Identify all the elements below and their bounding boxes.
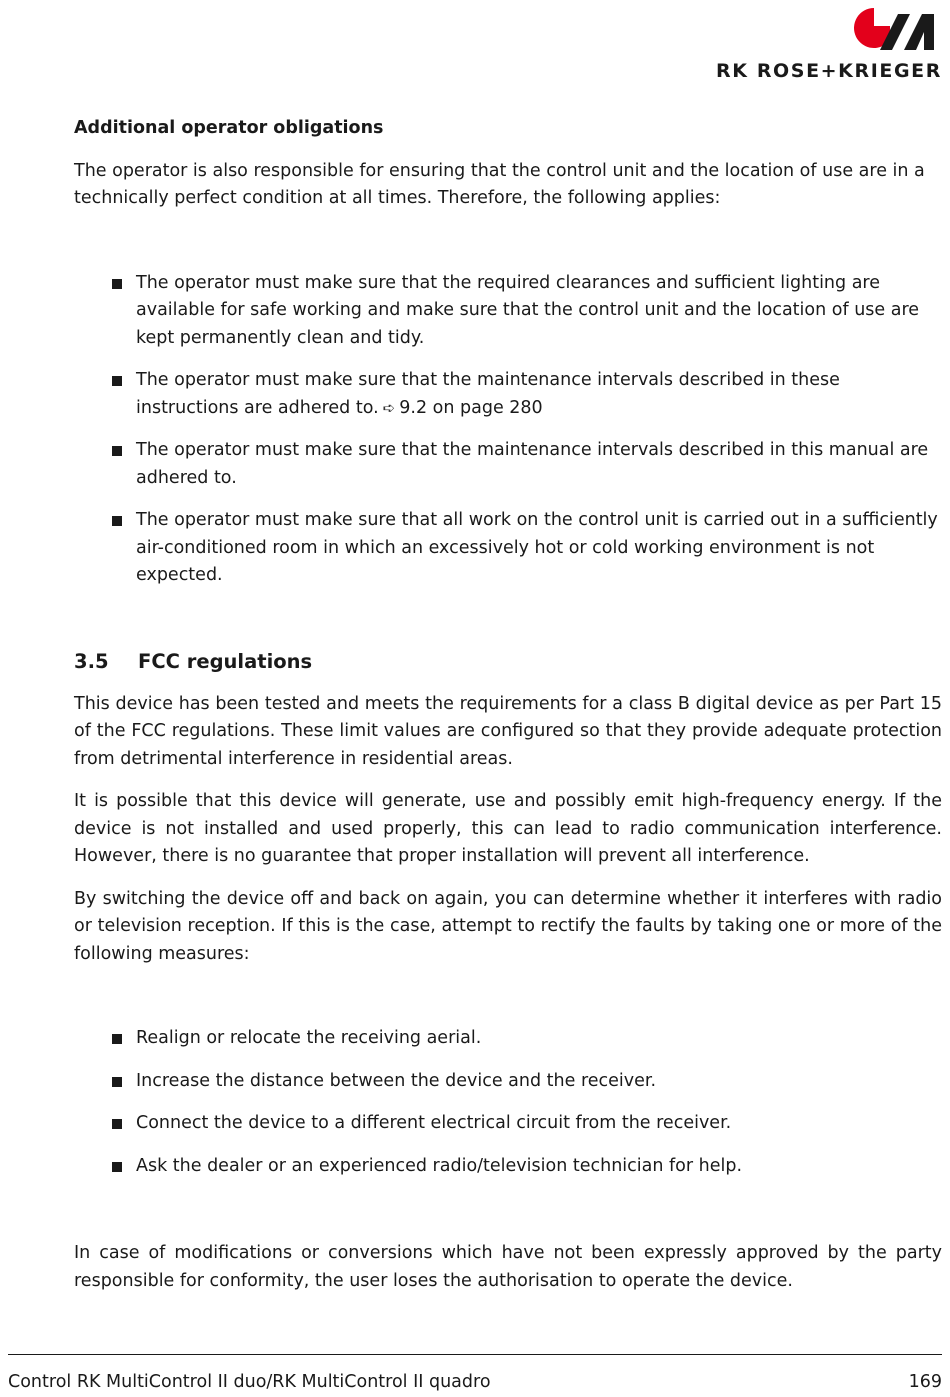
- list-item: [74, 1025, 942, 1053]
- list-item-text: Ask the dealer or an experienced radio/television technician for help.: [136, 1155, 743, 1176]
- company-logo: [667, 6, 942, 80]
- logo-wordmark: RK ROSE+KRIEGER: [716, 60, 942, 82]
- cross-reference-arrow-icon: ➪: [382, 398, 396, 417]
- list-item: [74, 1110, 942, 1138]
- list-item: [74, 1068, 942, 1096]
- footer-title: Control RK MultiControl II duo/RK MultiControl II quadro: [8, 1372, 491, 1392]
- list-item: [74, 507, 942, 590]
- section-number: 3.5: [74, 649, 109, 673]
- list-item: [74, 437, 942, 492]
- obligations-subheading: Additional operator obligations: [74, 118, 384, 138]
- list-item: [74, 1153, 942, 1181]
- cross-reference-link[interactable]: 9.2 on page 280: [399, 397, 543, 418]
- section-heading: [74, 648, 942, 676]
- square-bullet-icon: [112, 1162, 122, 1172]
- square-bullet-icon: [112, 446, 122, 456]
- square-bullet-icon: [112, 279, 122, 289]
- list-item: [74, 270, 942, 353]
- fcc-paragraph: This device has been tested and meets the requirements for a class B digital device as per Part 15 of the FCC regulations. These limit values are configured so that they provide adequate protection from detrimental interference in residential areas.: [74, 693, 942, 769]
- list-item-text: Connect the device to a different electrical circuit from the receiver.: [136, 1113, 732, 1133]
- fcc-paragraph: By switching the device off and back on again, you can determine whether it interferes with radio or television reception. If this is the case, attempt to rectify the faults by taking one or more of the following measures:: [74, 888, 942, 964]
- footer-divider: [8, 1354, 942, 1355]
- list-item-text: Increase the distance between the device and the receiver.: [136, 1070, 657, 1091]
- list-item: [74, 367, 942, 422]
- main-content: [74, 115, 942, 1310]
- square-bullet-icon: [112, 516, 122, 526]
- square-bullet-icon: [112, 376, 122, 386]
- list-item-text: The operator must make sure that the required clearances and sufficient lighting are available for safe working and make sure that the control unit and the location of use are kept permanently clean and tidy.: [136, 272, 920, 348]
- square-bullet-icon: [112, 1077, 122, 1087]
- fcc-paragraph: It is possible that this device will generate, use and possibly emit high-frequency energy. If the device is not installed and used properly, this can lead to radio communication interference. However, there is no guarantee that proper installation will prevent all interference.: [74, 791, 942, 866]
- square-bullet-icon: [112, 1034, 122, 1044]
- closing-paragraph: In case of modifications or conversions which have not been expressly approved by the party responsible for conformity, the user loses the authorisation to operate the device.: [74, 1243, 942, 1291]
- list-item-text: The operator must make sure that all work on the control unit is carried out in a sufficiently air-conditioned room in which an excessively hot or cold working environment is not expected.: [136, 510, 938, 585]
- section-title: FCC regulations: [138, 649, 313, 673]
- rk-rose-krieger-logo-icon: [852, 6, 942, 50]
- measures-list: [74, 1025, 942, 1180]
- page-number: 169: [908, 1372, 942, 1392]
- obligations-intro: The operator is also responsible for ensuring that the control unit and the location of use are in a technically perfect condition at all times. Therefore, the following applies:: [74, 160, 925, 208]
- square-bullet-icon: [112, 1119, 122, 1129]
- obligations-list: [74, 270, 942, 590]
- list-item-text: The operator must make sure that the maintenance intervals described in these instructions are adhered to.: [136, 370, 840, 418]
- list-item-text: Realign or relocate the receiving aerial.: [136, 1028, 482, 1048]
- list-item-text: The operator must make sure that the maintenance intervals described in this manual are adhered to.: [136, 440, 929, 488]
